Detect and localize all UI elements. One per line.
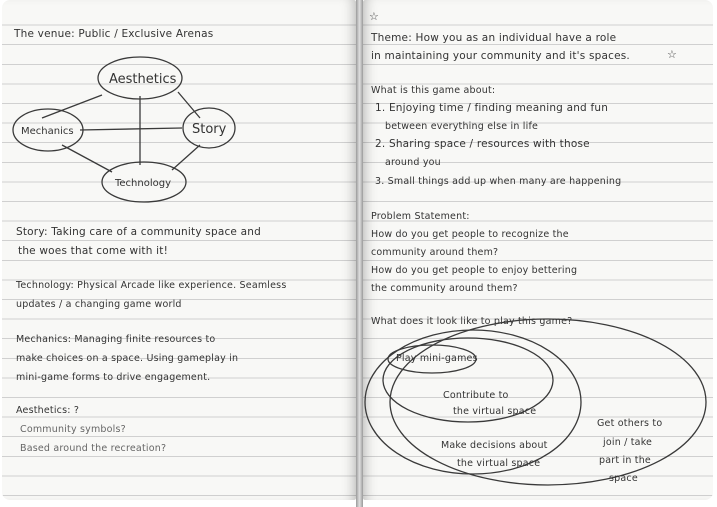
about-heading: What is this game about: <box>371 85 496 96</box>
about-2b: around you <box>385 157 441 168</box>
star-mark-1: ☆ <box>369 10 379 23</box>
circle-2-label-b: the virtual space <box>453 406 537 417</box>
theme-line-2: in maintaining your community and it's spaces. <box>371 50 630 62</box>
notebook-spine <box>356 0 363 507</box>
circle-inner-label: Play mini-games <box>396 353 478 364</box>
aes-line-3: Based around the recreation? <box>20 443 167 454</box>
circle-4-label-d: space <box>609 473 638 484</box>
story-line-2: the woes that come with it! <box>18 245 168 257</box>
story-line-1: Story: Taking care of a community space and <box>16 226 261 238</box>
circle-4-label-b: join / take <box>603 437 653 448</box>
circle-outer <box>390 319 706 485</box>
circle-4-label-a: Get others to <box>597 418 663 429</box>
aes-line-2: Community symbols? <box>20 424 126 435</box>
label-technology: Technology <box>115 178 172 189</box>
mech-line-2: make choices on a space. Using gameplay in <box>16 353 239 364</box>
circle-3-label-b: the virtual space <box>457 458 541 469</box>
circle-3-label-a: Make decisions about <box>441 440 548 451</box>
problem-1b: community around them? <box>371 247 499 258</box>
tech-line-1: Technology: Physical Arcade like experience. Seamless <box>16 280 287 291</box>
problem-1a: How do you get people to recognize the <box>371 229 569 240</box>
right-page <box>363 0 713 500</box>
problem-heading: Problem Statement: <box>371 211 470 222</box>
venue-text: The venue: Public / Exclusive Arenas <box>14 28 214 40</box>
about-1b: between everything else in life <box>385 121 539 132</box>
link-mechanics-technology <box>62 145 112 172</box>
label-mechanics: Mechanics <box>21 126 74 137</box>
problem-2a: How do you get people to enjoy bettering <box>371 265 578 276</box>
tech-line-2: updates / a changing game world <box>16 299 182 310</box>
left-page <box>2 0 356 500</box>
about-1a: 1. Enjoying time / finding meaning and fun <box>375 102 609 114</box>
play-question: What does it look like to play this game? <box>371 316 573 327</box>
link-mechanics-story <box>80 128 182 130</box>
link-story-technology <box>172 145 200 170</box>
theme-line-1: Theme: How you as an individual have a role <box>371 32 617 44</box>
star-mark-2: ☆ <box>667 48 677 61</box>
about-3: 3. Small things add up when many are happening <box>375 176 622 187</box>
link-aesthetics-story <box>178 92 200 118</box>
label-story: Story <box>192 122 227 137</box>
mech-line-1: Mechanics: Managing finite resources to <box>16 334 216 345</box>
aes-line-1: Aesthetics: ? <box>16 405 80 416</box>
problem-2b: the community around them? <box>371 283 518 294</box>
mech-line-3: mini-game forms to drive engagement. <box>16 372 211 383</box>
circle-4-label-c: part in the <box>599 455 651 466</box>
circle-2-label-a: Contribute to <box>443 390 509 401</box>
about-2a: 2. Sharing space / resources with those <box>375 138 590 150</box>
elements-diagram <box>2 0 356 210</box>
circle-third <box>365 330 581 474</box>
label-aesthetics: Aesthetics <box>109 72 177 87</box>
